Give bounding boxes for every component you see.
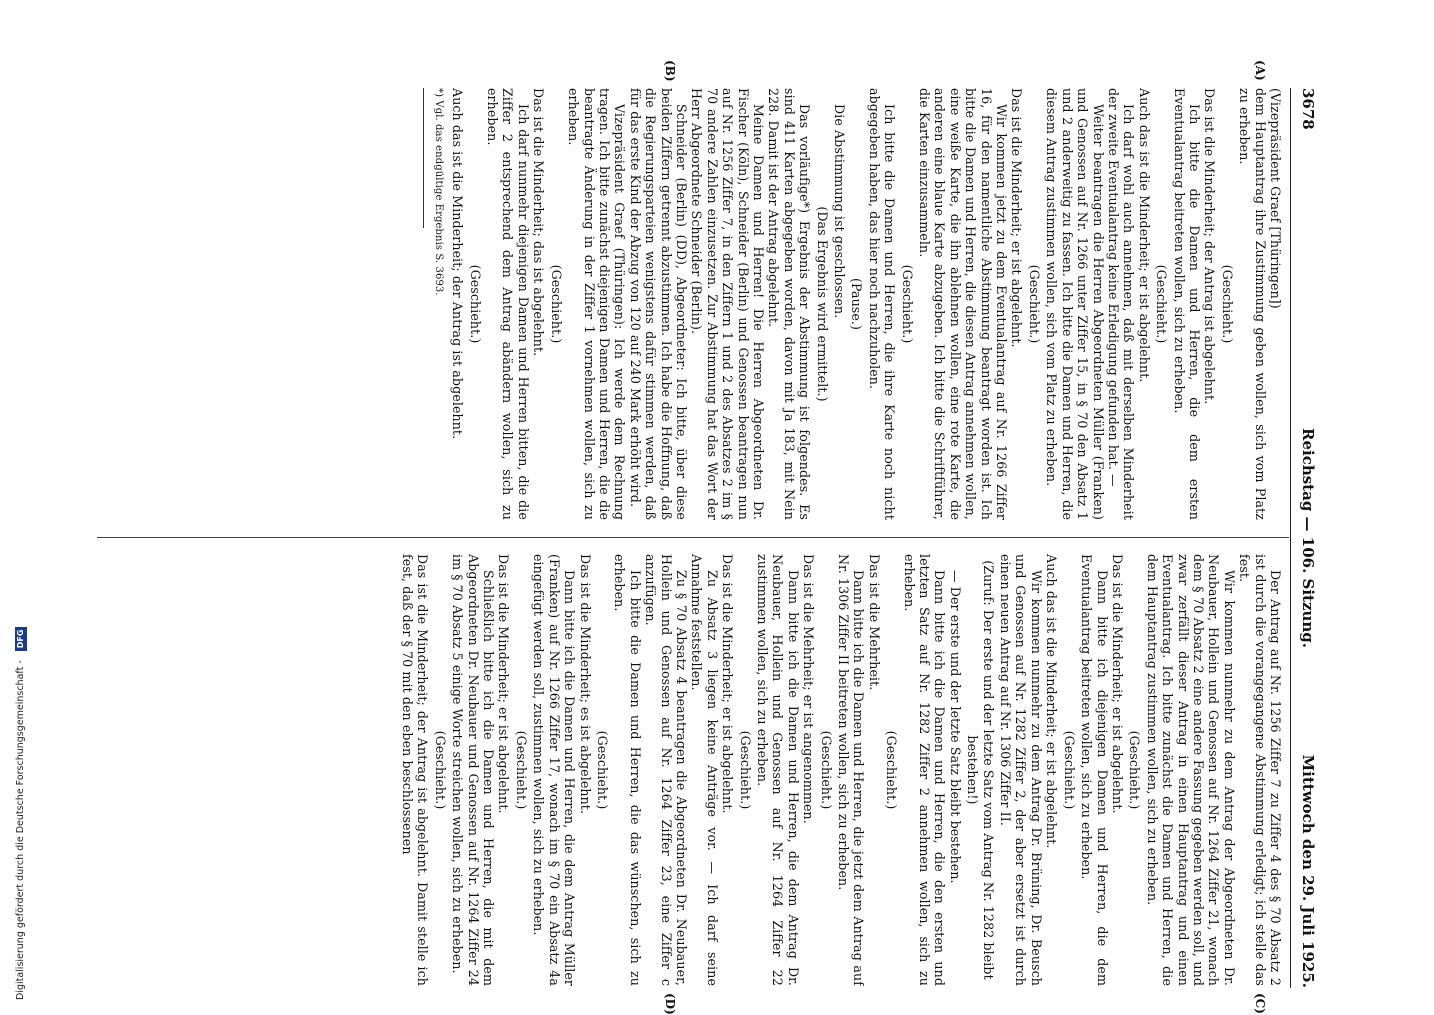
paragraph: (Pause.) xyxy=(849,277,865,331)
footnote-rule xyxy=(423,88,424,228)
left-column xyxy=(98,88,1283,520)
paragraph: Dann bitte ich die Damen und Herren, die jetzt dem Antrag auf Nr. 1306 Ziffer II beitreten wollen, sich zu erheben. xyxy=(836,554,867,986)
paragraph: (Geschieht.) xyxy=(432,730,448,810)
paragraph: Dann bitte ich die Damen und Herren, die dem Antrag Müller (Franken) auf Nr. 1266 Ziffer 17, wonach im § 70 ein Absatz 4a eingefügt werden soll, zustimmen wollen, sich zu erheben. xyxy=(531,554,578,986)
header-rule xyxy=(1290,88,1291,988)
margin-marker-a: (A) xyxy=(1253,60,1267,81)
paragraph: Schließlich bitte ich die Damen und Herren, die mit dem Abgeordneten Dr. Neubauer und Genossen auf Nr. 1264 Ziffer 24 im § 70 Absatz 5 einige Worte streichen wollen, sich zu erheben. xyxy=(450,554,497,986)
paragraph: Schneider (Berlin) (DD), Abgeordneter: Ich bitte, über diese beiden Ziffern getrennt abzustimmen. Ich habe die Hoffnung, daß die Regierungsparteien wenigstens dafür stimmen werden, daß für das erste Kind der Abzug von 120 auf 240 Mark erhöht wird. xyxy=(627,88,689,520)
running-header xyxy=(1293,88,1317,988)
dfg-logo: DFG xyxy=(15,627,27,652)
paragraph: Zu Absatz 3 liegen keine Anträge vor. — Ich darf seine Annahme feststellen. xyxy=(689,554,720,986)
paragraph: Ich darf nunmehr diejenigen Damen und Herren bitten, die die Ziffer 2 entsprechend dem Antrag abändern wollen, sich zu erheben. xyxy=(485,88,531,520)
paragraph: Das ist die Minderheit; der Antrag ist abgelehnt. Damit stelle ich fest, daß der § 70 mit den eben beschlossenen xyxy=(400,554,431,986)
paragraph: Das ist die Minderheit; er ist abgelehnt. xyxy=(496,554,512,814)
paragraph: (Zuruf: Der erste und der letzte Satz vom Antrag Nr. 1282 bleibt bestehen!) xyxy=(965,560,996,980)
paragraph: Das ist die Mehrheit; er ist angenommen. xyxy=(801,554,817,824)
right-column xyxy=(98,554,1283,986)
document-page xyxy=(87,60,1317,1015)
paragraph: Weiter beantragen die Herren Abgeordneten Müller (Franken) und Genossen auf Nr. 1266 unter Ziffer 15, in § 70 den Absatz 1 und 2 anderweitig zu fassen. Ich bitte die Damen und Herren, die diesem Antrag zustimmen wollen, sich vom Platz zu erheben. xyxy=(1044,88,1106,520)
paragraph: Der Antrag auf Nr. 1256 Ziffer 7 zu Ziffer 4 des § 70 Absatz 2 ist durch die vorangegangene Abstimmung erledigt; ich stelle das fest. xyxy=(1237,554,1283,986)
paragraph: Meine Damen und Herren! Die Herren Abgeordneten Dr. Fischer (Köln), Schneider (Berlin) und Genossen beantragen nun auf Nr. 1256 Ziffer 7, in den Ziffern 1 und 2 des Absatzes 2 im § 70 andere Zahlen einzusetzen. Zur Abstimmung hat das Wort der Herr Abgeordnete Schneider (Berlin). xyxy=(689,88,766,520)
paragraph: Vizepräsident Graef (Thüringen): Ich werde dem Rechnung tragen. Ich bitte zunächst diejenigen Damen und Herren, die die beantragte Änderung in der Ziffer 1 vornehmen wollen, sich zu erheben. xyxy=(566,88,628,520)
footnote: *) Vgl. das endgültige Ergebnis S. 3693. xyxy=(432,88,444,296)
paragraph: Das vorläufige*) Ergebnis der Abstimmung ist folgendes. Es sind 411 Karten abgegeben worden, davon mit Ja 183, mit Nein 228. Damit ist der Antrag abgelehnt. xyxy=(766,88,813,520)
page-number: 3678 xyxy=(1299,88,1317,130)
paragraph: (Geschieht.) xyxy=(884,730,900,810)
paragraph: Dann bitte ich die Damen und Herren, die den ersten und letzten Satz auf Nr. 1282 Ziffer 2 annehmen wollen, sich zu erheben. xyxy=(901,554,948,986)
paragraph: Die Abstimmung ist geschlossen. xyxy=(832,104,848,319)
paragraph: (Vizepräsident Graef [Thüringen]) xyxy=(1268,88,1283,309)
paragraph: Das ist die Mehrheit. xyxy=(866,554,882,691)
paragraph: Das ist die Minderheit; es ist abgelehnt. xyxy=(577,554,593,815)
paragraph: dem Hauptantrag ihre Zustimmung geben wollen, sich vom Platz zu erheben. xyxy=(1237,88,1268,520)
paragraph: Auch das ist die Minderheit; er ist abgelehnt. xyxy=(1136,88,1152,383)
header-date: Mittwoch den 29. Juli 1925. xyxy=(1299,754,1317,988)
paragraph: (Geschieht.) xyxy=(594,730,610,810)
paragraph: (Geschieht.) xyxy=(1219,264,1235,344)
paragraph: Wir kommen nunmehr zu dem Antrag Dr. Brüning, Dr. Beusch und Genossen auf Nr. 1282 Ziffer 2, der aber ersetzt ist durch einen neuen Antrag auf Nr. 1306 Ziffer II. xyxy=(998,554,1044,986)
digitization-note xyxy=(12,10,30,1000)
paragraph: (Geschieht.) xyxy=(1154,264,1170,344)
paragraph: Ich bitte die Damen und Herren, die ihre Karte noch nicht abgegeben haben, das hier noch nachzuholen. xyxy=(866,88,898,520)
paragraph: (Geschieht.) xyxy=(467,264,483,344)
paragraph: (Geschieht.) xyxy=(737,730,753,810)
paragraph: Auch das ist die Minderheit; der Antrag ist abgelehnt. xyxy=(450,88,466,440)
paragraph: (Geschieht.) xyxy=(1026,264,1042,344)
paragraph: Ich bitte die Damen und Herren, die dem ersten Eventualantrag beitreten wollen, sich zu erheben. xyxy=(1171,88,1202,520)
paragraph: (Geschieht.) xyxy=(548,264,564,344)
paragraph: (Geschieht.) xyxy=(1127,730,1143,810)
paragraph: Auch das ist die Minderheit; er ist abgelehnt. xyxy=(1044,554,1060,849)
paragraph: Dann bitte ich diejenigen Damen und Herren, die dem Eventualantrag beitreten wollen, sich zu erheben. xyxy=(1079,554,1110,986)
paragraph: Zu § 70 Absatz 4 beantragen die Abgeordneten Dr. Neubauer, Hollein und Genossen auf Nr. 1264 Ziffer 23, eine Ziffer c anzufügen. xyxy=(643,554,689,986)
paragraph: (Geschieht.) xyxy=(818,730,834,810)
margin-marker-b: (B) xyxy=(663,60,677,82)
paragraph: Das ist die Minderheit; er ist abgelehnt. xyxy=(1109,554,1125,814)
paragraph: (Geschieht.) xyxy=(899,264,915,344)
paragraph: Wir kommen nunmehr zu dem Antrag der Abgeordneten Dr. Neubauer, Hollein und Genossen auf Nr. 1264 Ziffer 21, wonach dem § 70 Absatz 2 eine andere Fassung gegeben werden soll, und zwar zerfällt dieser Antrag in einen Hauptantrag und einen Eventualantrag. Ich bitte zunächst die Damen und Herren, die dem Hauptantrag zustimmen wollen, sich zu erheben. xyxy=(1144,554,1237,986)
paragraph: Wir kommen jetzt zu dem Eventualantrag auf Nr. 1266 Ziffer 16, für den namentliche Abstimmung beantragt worden ist. Ich bitte die Damen und Herren, die diesen Antrag annehmen wollen, eine weiße Karte, die ihn ablehnen wollen, eine rote Karte, die anderen eine blaue Karte abzugeben. Ich bitte die Schriftführer, die Karten einzusammeln. xyxy=(917,88,1010,520)
column-divider xyxy=(97,537,1289,538)
paragraph: Das ist die Minderheit; der Antrag ist abgelehnt. xyxy=(1202,88,1218,405)
paragraph: (Geschieht.) xyxy=(1061,730,1077,810)
margin-marker-d: (D) xyxy=(663,993,677,1015)
paragraph: Das ist die Minderheit; das ist abgelehnt. xyxy=(531,88,547,357)
paragraph: Das ist die Minderheit; er ist abgelehnt. xyxy=(1009,88,1025,348)
digitization-text: Digitalisierung gefördert durch die Deutsche Forschungsgemeinschaft - xyxy=(15,660,26,1000)
paragraph: (Das Ergebnis wird ermittelt.) xyxy=(814,206,830,402)
paragraph: Ich bitte die Damen und Herren, die das wünschen, sich zu erheben. xyxy=(612,554,643,986)
paragraph: Dann bitte ich die Damen und Herren, die dem Antrag Dr. Neubauer, Hollein und Genossen auf Nr. 1264 Ziffer 22 zustimmen wollen, sich zu erheben. xyxy=(755,554,801,986)
header-title: Reichstag — 106. Sitzung. xyxy=(1299,427,1317,649)
paragraph: — Der erste und der letzte Satz bleibt bestehen. xyxy=(947,570,963,884)
paragraph: Ich darf wohl auch annehmen, daß mit derselben Minderheit der zweite Eventualantrag keine Erledigung gefunden hat. — xyxy=(1105,88,1137,520)
paragraph: Das ist die Minderheit; er ist abgelehnt. xyxy=(720,554,736,814)
paragraph: (Geschieht.) xyxy=(513,730,529,810)
margin-marker-c: (C) xyxy=(1253,993,1267,1014)
